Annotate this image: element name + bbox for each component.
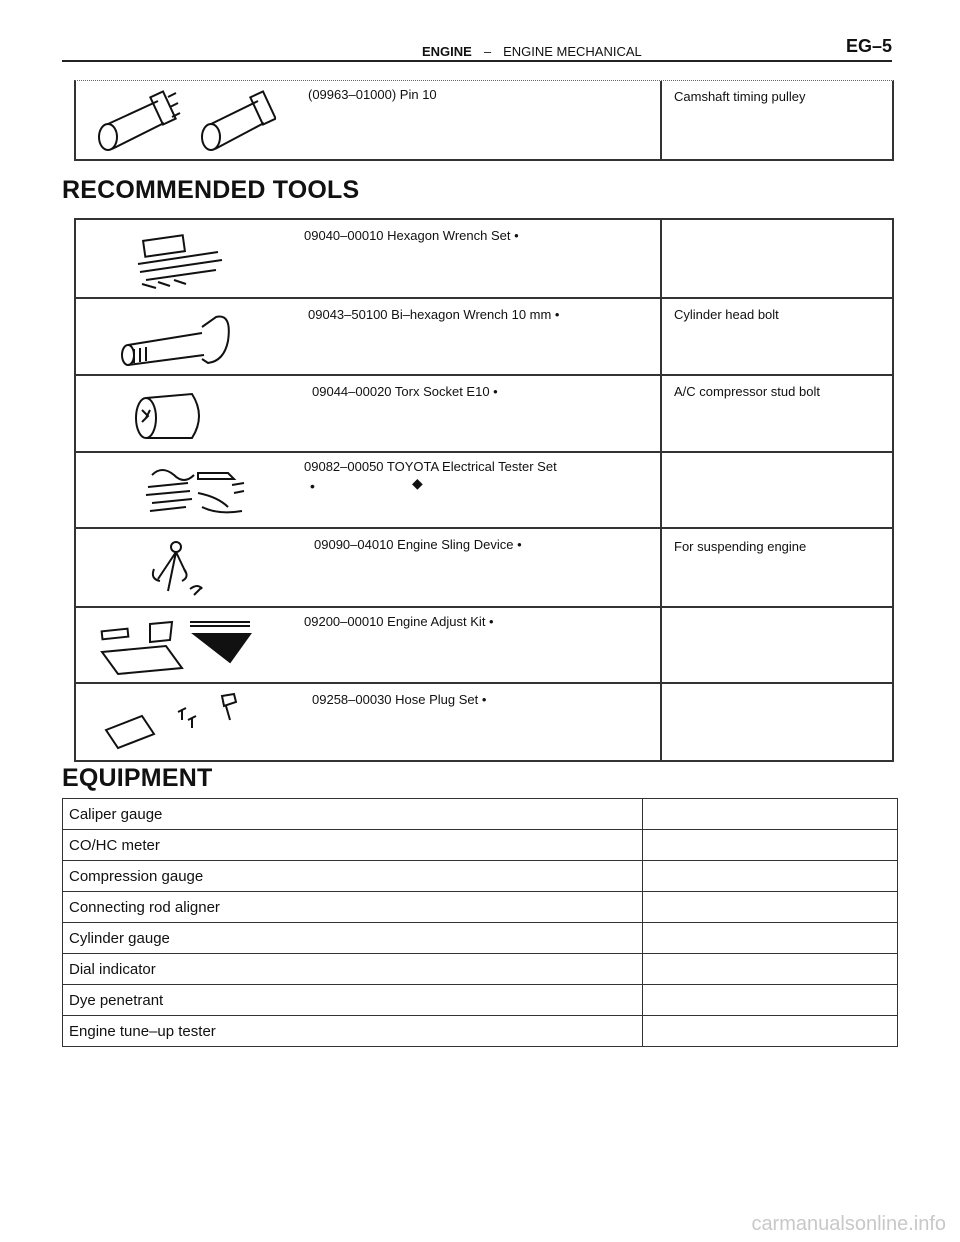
tool-use: For suspending engine xyxy=(674,539,807,554)
equipment-name: Dial indicator xyxy=(63,954,643,985)
equipment-name: Compression gauge xyxy=(63,861,643,892)
equipment-name: Cylinder gauge xyxy=(63,923,643,954)
hose-plug-set-icon xyxy=(100,690,260,752)
equipment-note xyxy=(643,985,898,1016)
electrical-tester-set-icon xyxy=(142,463,258,521)
tool-code: 09044–00020 Torx Socket E10 • xyxy=(312,384,498,399)
recommended-tools-table xyxy=(74,218,894,762)
tool-use: A/C compressor stud bolt xyxy=(674,384,820,399)
tool-row xyxy=(76,299,892,376)
equipment-note xyxy=(643,892,898,923)
tool-row xyxy=(76,684,892,760)
tool-code: 09040–00010 Hexagon Wrench Set • xyxy=(304,228,519,243)
tool-row xyxy=(76,453,892,529)
equipment-note xyxy=(643,830,898,861)
tester-mark-dot: • xyxy=(310,478,315,494)
hex-wrench-set-icon xyxy=(128,234,238,292)
tool-row xyxy=(76,220,892,299)
tool-row xyxy=(76,529,892,608)
table-row xyxy=(63,923,898,954)
tool-code: 09258–00030 Hose Plug Set • xyxy=(312,692,487,707)
engine-sling-icon xyxy=(146,539,216,605)
table-row xyxy=(63,830,898,861)
sst-continued-row xyxy=(74,80,894,161)
column-divider xyxy=(660,81,662,159)
equipment-name: CO/HC meter xyxy=(63,830,643,861)
table-row xyxy=(63,985,898,1016)
table-row xyxy=(63,861,898,892)
pin-tool-code: (09963–01000) Pin 10 xyxy=(308,87,437,102)
tool-use: Cylinder head bolt xyxy=(674,307,779,322)
tool-code: 09200–00010 Engine Adjust Kit • xyxy=(304,614,494,629)
torx-socket-icon xyxy=(132,388,212,444)
header-rule xyxy=(62,60,892,62)
equipment-name: Engine tune–up tester xyxy=(63,1016,643,1047)
page-header xyxy=(62,22,892,62)
equipment-name: Caliper gauge xyxy=(63,799,643,830)
pin-tool-illustration xyxy=(86,87,276,153)
table-row xyxy=(63,892,898,923)
tool-row xyxy=(76,608,892,684)
engine-adjust-kit-icon xyxy=(98,616,258,678)
table-row xyxy=(63,954,898,985)
bi-hex-wrench-icon xyxy=(116,311,246,367)
page-number: EG–5 xyxy=(845,36,892,56)
table-row xyxy=(63,799,898,830)
tool-code: 09043–50100 Bi–hexagon Wrench 10 mm • xyxy=(308,307,560,322)
tool-row xyxy=(76,376,892,453)
tool-code: 09090–04010 Engine Sling Device • xyxy=(314,537,522,552)
header-separator: – xyxy=(483,44,492,59)
header-chapter: ENGINE MECHANICAL xyxy=(503,44,642,59)
table-row xyxy=(63,1016,898,1047)
recommended-tools-title: RECOMMENDED TOOLS xyxy=(62,176,360,204)
header-title xyxy=(422,44,642,59)
tester-mark-diamond: ◆ xyxy=(412,475,423,491)
equipment-title: EQUIPMENT xyxy=(62,764,213,792)
equipment-table xyxy=(62,798,898,1047)
header-section: ENGINE xyxy=(422,44,472,59)
pin-tool-use: Camshaft timing pulley xyxy=(674,89,806,104)
equipment-note xyxy=(643,1016,898,1047)
watermark: carmanualsonline.info xyxy=(751,1213,946,1235)
equipment-note xyxy=(643,954,898,985)
equipment-note xyxy=(643,923,898,954)
equipment-name: Connecting rod aligner xyxy=(63,892,643,923)
equipment-name: Dye penetrant xyxy=(63,985,643,1016)
equipment-note xyxy=(643,861,898,892)
equipment-note xyxy=(643,799,898,830)
tool-code: 09082–00050 TOYOTA Electrical Tester Set xyxy=(304,459,557,474)
